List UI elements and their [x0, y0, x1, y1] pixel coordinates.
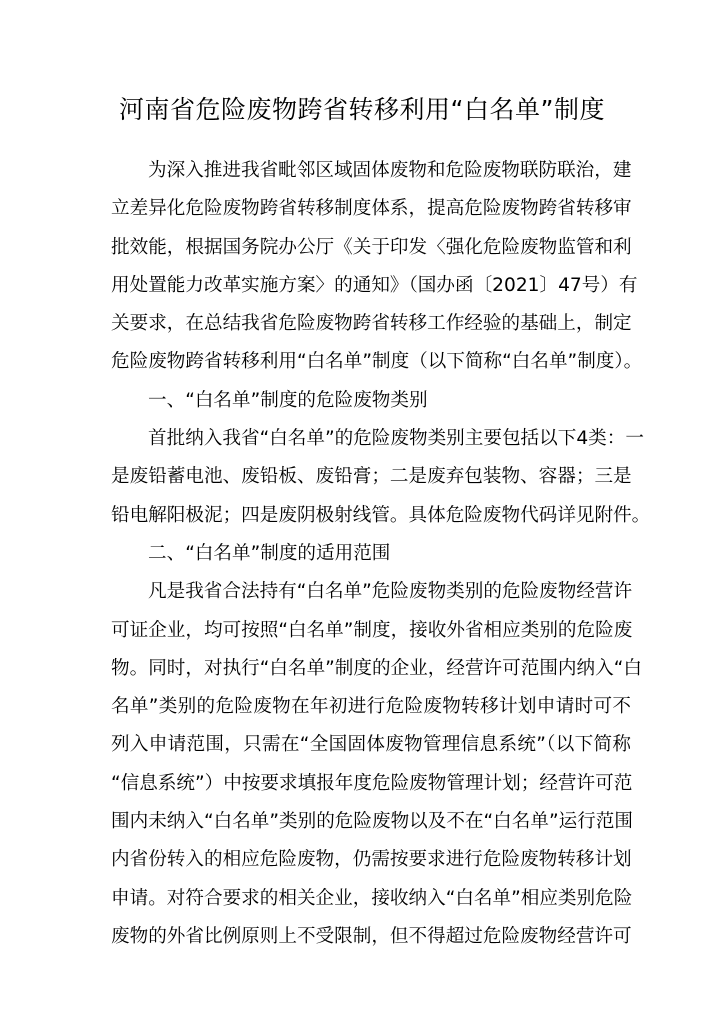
- paragraph-line: 可证企业，均可按照“白名单”制度，接收外省相应类别的危险废: [111, 619, 633, 641]
- paragraph-line: 废物的外省比例原则上不受限制，但不得超过危险废物经营许可: [111, 925, 632, 947]
- paragraph-line: 用处置能力改革实施方案〉的通知》（国办函〔2021〕47号）有: [111, 274, 638, 296]
- paragraph-line: 为深入推进我省毗邻区域固体废物和危险废物联防联治，建: [148, 160, 632, 181]
- section-heading: 一、“白名单”制度的危险废物类别: [148, 389, 428, 411]
- paragraph-line: 是废铅蓄电池、废铅板、废铅膏；二是废弃包装物、容器；三是: [111, 466, 632, 488]
- paragraph-line: 关要求，在总结我省危险废物跨省转移工作经验的基础上，制定: [111, 313, 632, 335]
- paragraph-line: 列入申请范围，只需在“全国固体废物管理信息系统”（以下简称: [111, 734, 631, 756]
- paragraph-line: 危险废物跨省转移利用“白名单”制度（以下简称“白名单”制度）。: [111, 351, 643, 373]
- paragraph-line: 名单”类别的危险废物在年初进行危险废物转移计划申请时可不: [111, 696, 631, 718]
- document-body: [111, 152, 651, 956]
- paragraph-line: 内省份转入的相应危险废物，仍需按要求进行危险废物转移计划: [111, 849, 632, 871]
- paragraph-line: “信息系统”）中按要求填报年度危险废物管理计划；经营许可范: [111, 772, 633, 794]
- paragraph-line: 申请。对符合要求的相关企业，接收纳入“白名单”相应类别危险: [111, 887, 633, 909]
- paragraph-line: 批效能，根据国务院办公厅《关于印发〈强化危险废物监管和利: [111, 236, 632, 258]
- paragraph-line: 围内未纳入“白名单”类别的危险废物以及不在“白名单”运行范围: [111, 811, 633, 833]
- document-title: 河南省危险废物跨省转移利用“白名单”制度: [119, 95, 605, 124]
- paragraph-line: 凡是我省合法持有“白名单”危险废物类别的危险废物经营许: [148, 581, 633, 603]
- paragraph-line: 物。同时，对执行“白名单”制度的企业，经营许可范围内纳入“白: [111, 657, 642, 679]
- paragraph-line: 铅电解阳极泥；四是废阴极射线管。具体危险废物代码详见附件。: [111, 504, 651, 526]
- section-heading: 二、“白名单”制度的适用范围: [148, 542, 391, 564]
- paragraph-line: 首批纳入我省“白名单”的危险废物类别主要包括以下4类：一: [148, 428, 644, 450]
- paragraph-line: 立差异化危险废物跨省转移制度体系，提高危险废物跨省转移审: [111, 198, 632, 220]
